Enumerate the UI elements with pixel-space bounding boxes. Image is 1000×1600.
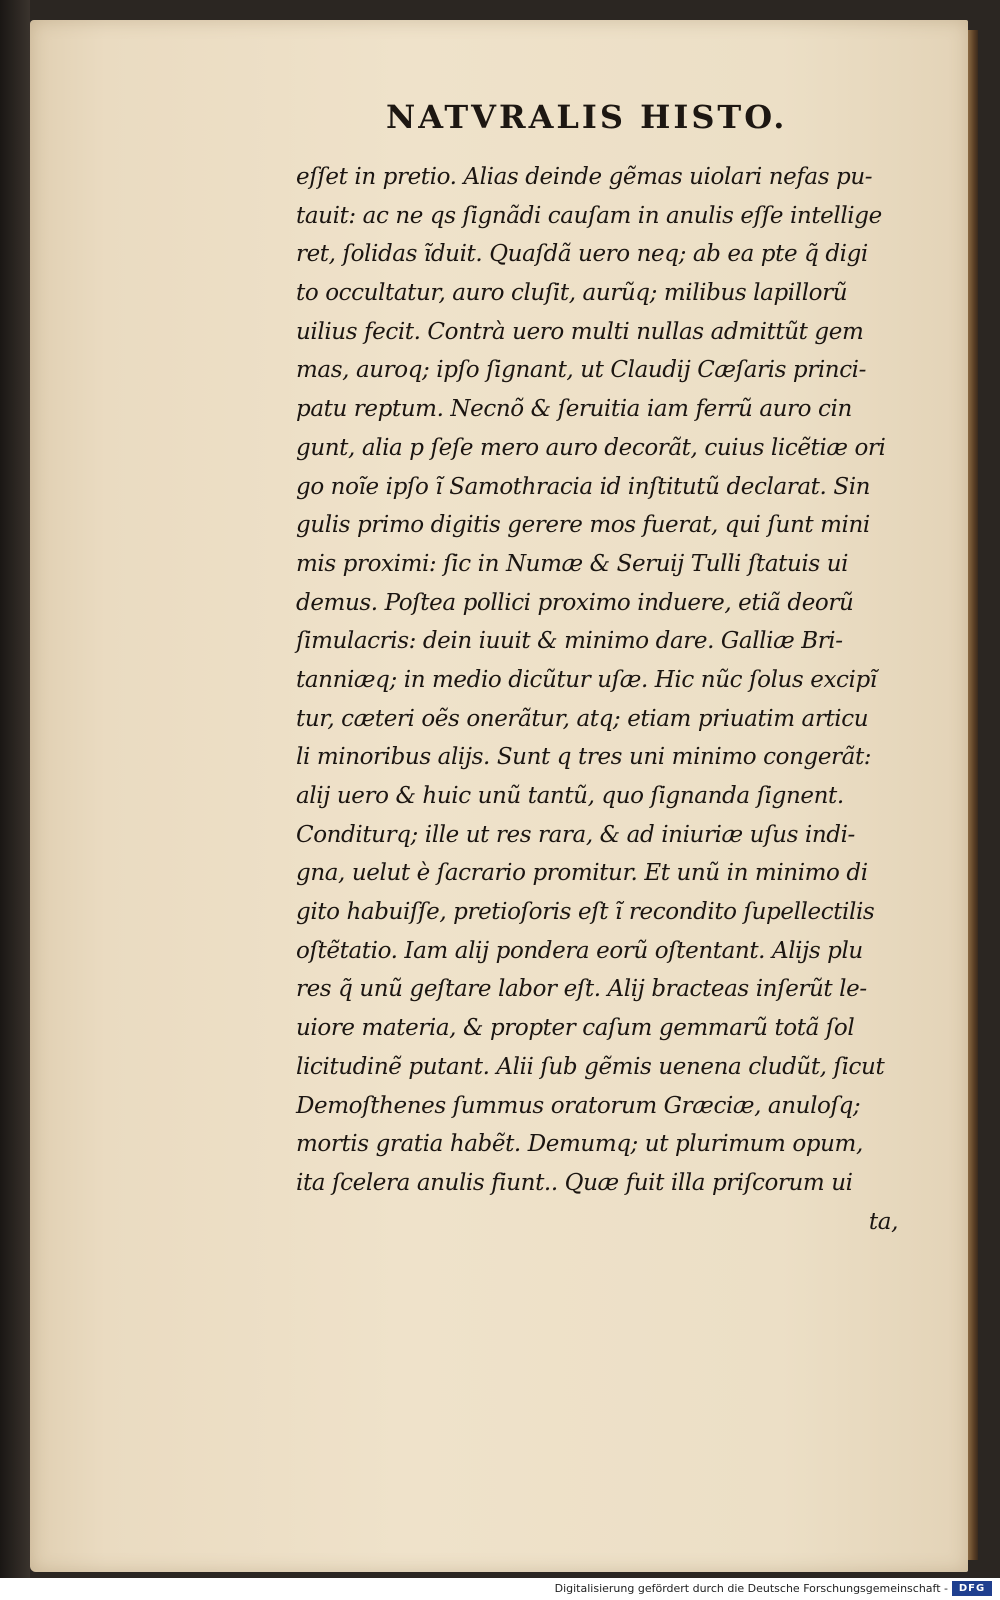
text-line: to occultatur, auro cluſit, aurũq; milibus lapillorũ	[296, 280, 848, 307]
text-line: mortis gratia habẽt. Demumq; ut plurimum opum,	[296, 1131, 863, 1158]
book-spine-shadow	[0, 0, 30, 1578]
dfg-logo-icon: DFG	[952, 1581, 992, 1596]
page-edge	[968, 30, 978, 1560]
text-line: Conditurq; ille ut res rara, & ad iniuriæ uſus indi-	[296, 821, 855, 848]
text-line: Demoſthenes ſummus oratorum Græciæ, anuloſq;	[296, 1092, 861, 1119]
text-line: ita ſcelera anulis fiunt.. Quæ fuit illa priſcorum ui	[296, 1169, 853, 1196]
text-line: gito habuiſſe, pretioſoris eſt ĩ recondito ſupellectilis	[296, 899, 875, 926]
text-line: go noĩe ipſo ĩ Samothracia id inſtitutũ declarat. Sin	[296, 473, 871, 500]
text-line: gna, uelut è ſacrario promitur. Et unũ in minimo di	[296, 860, 868, 887]
funding-notice: Digitalisierung gefördert durch die Deutsche Forschungsgemeinschaft -	[554, 1582, 948, 1595]
text-line: li minoribus alijs. Sunt q tres uni minimo congerãt:	[296, 744, 872, 771]
text-line: tur, cæteri oẽs onerãtur, atq; etiam priuatim articu	[296, 705, 869, 732]
footer-bar	[0, 1578, 1000, 1600]
text-line: alij uero & huic unũ tantũ, quo ſignanda ſignent.	[296, 783, 844, 809]
text-line: uilius fecit. Contrà uero multi nullas admittũt gem	[296, 318, 864, 345]
text-line: eſſet in pretio. Alias deinde gẽmas uiolari nefas pu-	[296, 164, 873, 190]
text-line: tauit: ac ne qs ſignãdi cauſam in anulis eſſe intellige	[296, 202, 882, 229]
text-line: mas, auroq; ipſo ſignant, ut Claudij Cæſaris princi-	[296, 357, 867, 384]
text-line: demus. Poſtea pollici proximo induere, etiã deorũ	[296, 589, 854, 616]
text-line: gulis primo digitis gerere mos fuerat, qui ſunt mini	[296, 512, 870, 539]
text-line: tanniæq; in medio dicũtur uſæ. Hic nũc ſolus excipĩ	[296, 666, 877, 693]
text-line: ſimulacris: dein iuuit & minimo dare. Galliæ Bri-	[296, 628, 843, 655]
text-line: gunt, alia p ſeſe mero auro decorãt, cuius licẽtiæ ori	[296, 434, 886, 461]
text-line: uiore materia, & propter caſum gemmarũ totã ſol	[296, 1015, 855, 1042]
body-text	[296, 158, 908, 1241]
text-line: ret, ſolidas ĩduit. Quaſdã uero neq; ab ea pte q̃ digi	[296, 241, 868, 268]
catchword: ta,	[868, 1208, 898, 1235]
text-line: patu reptum. Necnõ & ſeruitia iam ferrũ auro cin	[296, 396, 852, 423]
running-head: NATVRALIS HISTO.	[386, 98, 788, 136]
text-line: oſtẽtatio. Iam alij pondera eorũ oſtentant. Alijs plu	[296, 937, 863, 964]
text-line: mis proximi: ſic in Numæ & Seruij Tulli ſtatuis ui	[296, 550, 849, 577]
text-line: licitudinẽ putant. Alii ſub gẽmis uenena cludũt, ſicut	[296, 1053, 885, 1080]
text-line: res q̃ unũ geſtare labor eſt. Alij bracteas inſerũt le-	[296, 976, 867, 1003]
